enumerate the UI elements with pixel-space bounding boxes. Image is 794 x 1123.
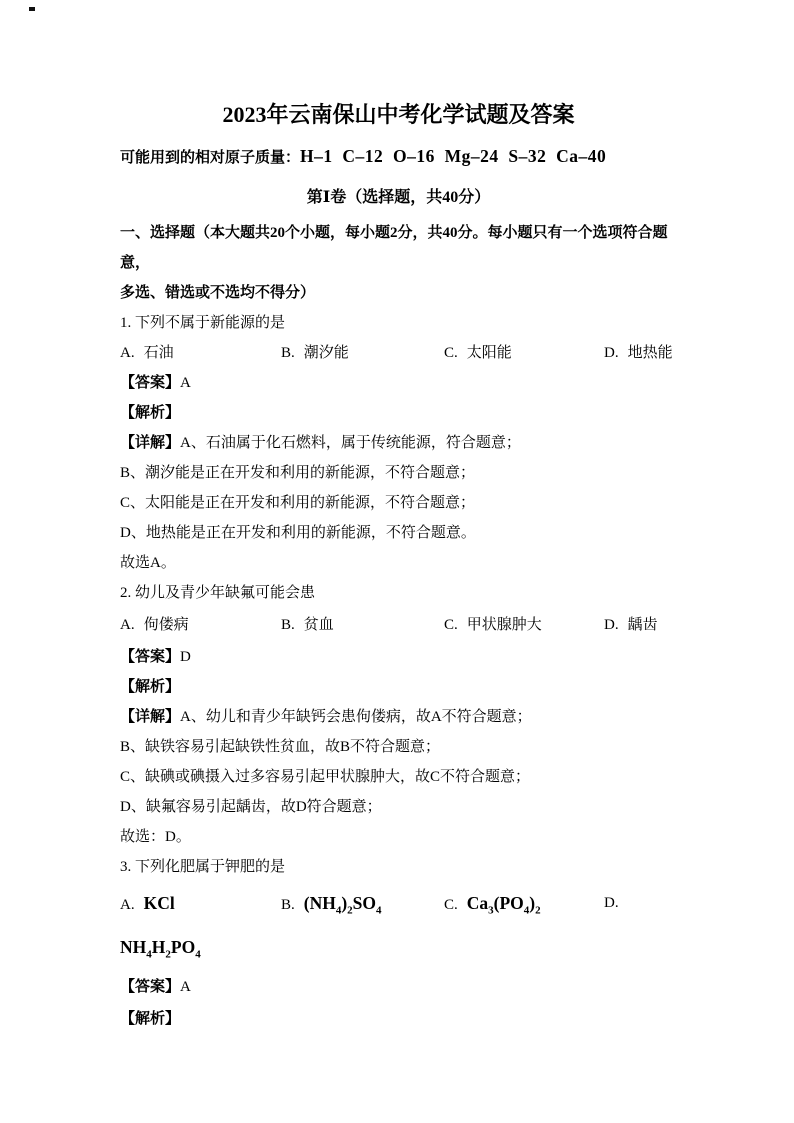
question-3-stem: 3. 下列化肥属于钾肥的是 [120, 859, 286, 875]
question-1-detail-line-d: D、地热能是正在开发和利用的新能源，不符合题意。 [120, 525, 476, 541]
atomic-masses-values: H–1 C–12 O–16 Mg–24 S–32 Ca–40 [300, 146, 607, 166]
question-1-option-d: D. 地热能 [604, 345, 673, 361]
question-2-answer: D [180, 649, 191, 665]
answer-label: 【答案】 [120, 649, 181, 665]
question-1-answer: A [180, 375, 191, 391]
question-1-option-c: C. 太阳能 [444, 345, 512, 361]
answer-label: 【答案】 [120, 375, 181, 391]
question-1-answer-line [120, 368, 677, 398]
volume-header: 第Ⅰ卷（选择题，共40分） [306, 189, 491, 206]
question-2-detail-line-c: C、缺碘或碘摄入过多容易引起甲状腺肿大，故C不符合题意； [120, 769, 531, 785]
question-1-conclusion: 故选A。 [120, 555, 176, 571]
question-2-detail-line-b: B、缺铁容易引起缺铁性贫血，故B不符合题意； [120, 739, 441, 755]
section-intro-line-2: 多选、错选或不选均不得分） [120, 285, 316, 301]
question-2 [120, 578, 677, 852]
question-3-analysis-line [120, 1004, 677, 1034]
question-3-answer: A [180, 979, 191, 995]
analysis-label: 【解析】 [120, 1011, 181, 1027]
question-2-stem: 2. 幼儿及青少年缺氟可能会患 [120, 585, 316, 601]
analysis-label: 【解析】 [120, 405, 181, 421]
question-1-stem: 1. 下列不属于新能源的是 [120, 315, 286, 331]
question-3 [120, 852, 677, 1034]
question-1-options [120, 338, 677, 368]
question-3-option-b: B. $(NH_4)_2SO_4$ [281, 893, 382, 917]
question-3-options [120, 882, 677, 926]
question-2-option-a: A. 佝偻病 [120, 617, 189, 633]
stray-ink-mark [29, 7, 35, 11]
question-3-answer-line [120, 970, 677, 1004]
question-1-analysis-line [120, 398, 677, 428]
question-3-option-d-formula-line [120, 926, 677, 970]
question-2-option-b: B. 贫血 [281, 617, 334, 633]
detail-label: 【详解】 [120, 709, 181, 725]
formula-ammonium-sulfate: $(NH_4)_2SO_4$ [303, 893, 382, 917]
question-1-option-b: B. 潮汐能 [281, 345, 349, 361]
question-1-detail-line-a: 【详解】A、石油属于化石燃料，属于传统能源，符合题意； [120, 435, 521, 451]
section-intro-line-1: 一、选择题（本大题共20个小题，每小题2分，共40分。每小题只有一个选项符合题意， [120, 225, 668, 271]
question-2-option-d: D. 龋齿 [604, 617, 658, 633]
analysis-label: 【解析】 [120, 679, 181, 695]
question-3-option-a: A. KCl [120, 893, 175, 913]
formula-kcl: KCl [143, 893, 175, 913]
question-2-analysis-line [120, 672, 677, 702]
question-2-detail-line-a: 【详解】A、幼儿和青少年缺钙会患佝偻病，故A不符合题意； [120, 709, 532, 725]
question-2-option-c: C. 甲状腺肿大 [444, 617, 542, 633]
question-2-answer-line [120, 642, 677, 672]
question-1-detail-line-c: C、太阳能是正在开发和利用的新能源，不符合题意； [120, 495, 476, 511]
question-2-conclusion: 故选：D。 [120, 829, 191, 845]
document-content [120, 100, 677, 1034]
question-2-options [120, 608, 677, 642]
answer-label: 【答案】 [120, 979, 181, 995]
question-3-option-d: D. [604, 895, 619, 911]
formula-ammonium-dihydrogen-phosphate: $NH_4H_2PO_4$ [120, 937, 201, 961]
detail-label: 【详解】 [120, 435, 181, 451]
question-1 [120, 308, 677, 578]
page-title: 2023年云南保山中考化学试题及答案 [222, 102, 575, 127]
question-1-detail-line-b: B、潮汐能是正在开发和利用的新能源，不符合题意； [120, 465, 476, 481]
atomic-masses-label: 可能用到的相对原子质量： [120, 150, 301, 166]
atomic-masses-line [120, 140, 677, 174]
question-1-option-a: A. 石油 [120, 345, 174, 361]
formula-calcium-phosphate: $Ca_3(PO_4)_2$ [466, 893, 541, 917]
question-2-detail-line-d: D、缺氟容易引起龋齿，故D符合题意； [120, 799, 382, 815]
question-3-option-c: C. $Ca_3(PO_4)_2$ [444, 893, 541, 917]
